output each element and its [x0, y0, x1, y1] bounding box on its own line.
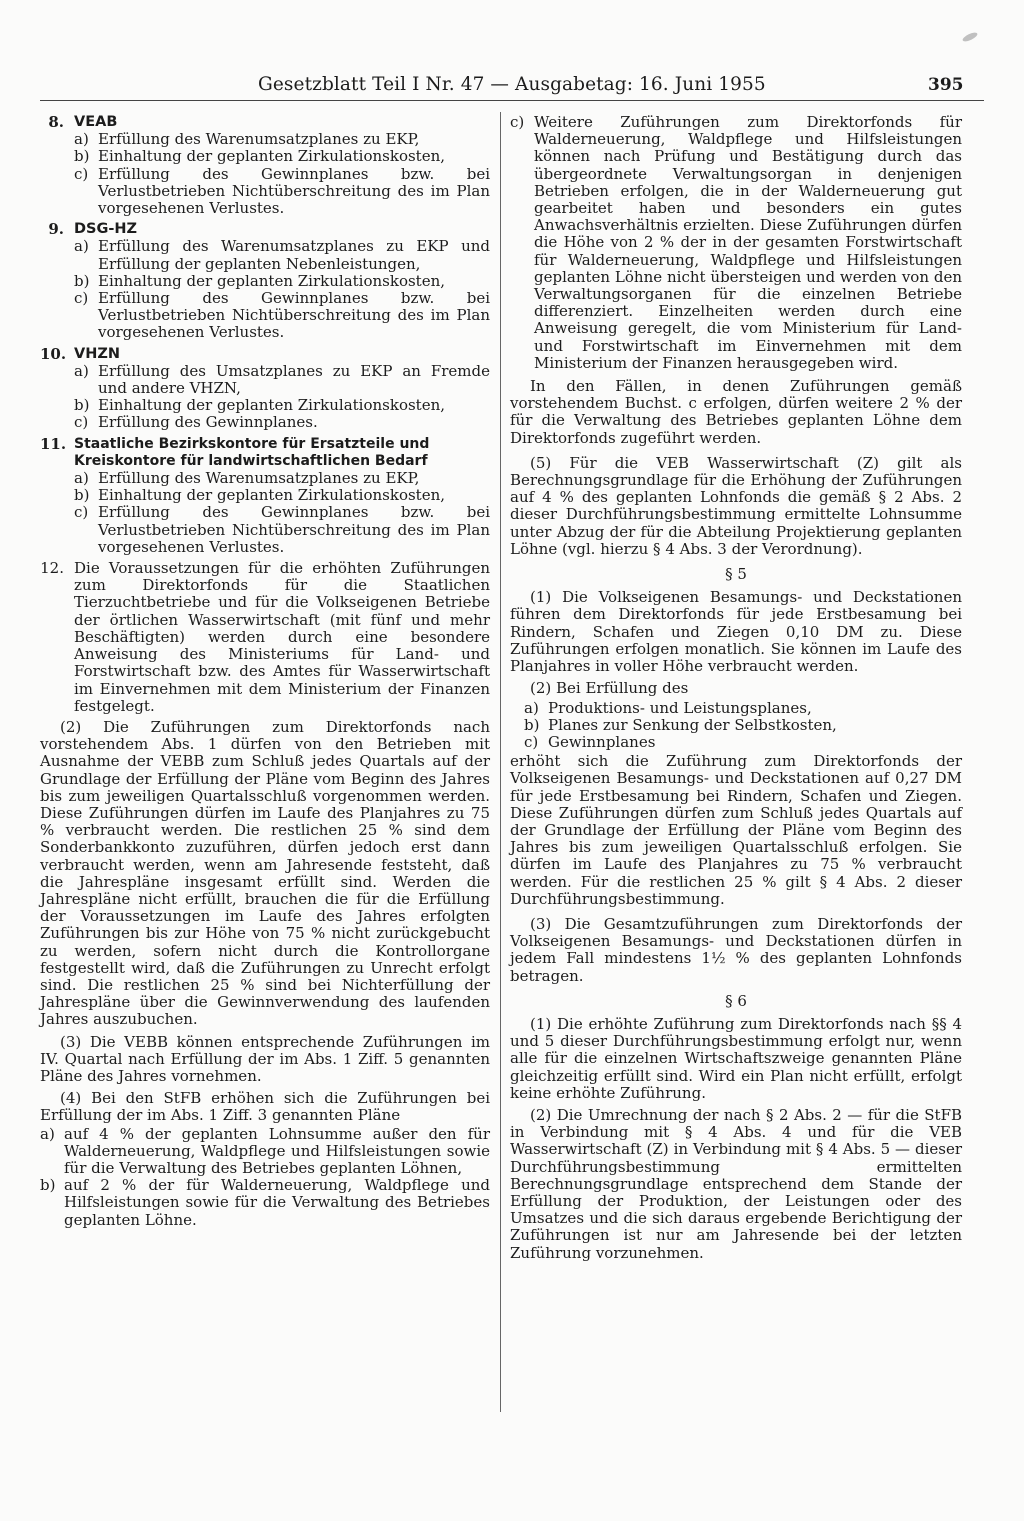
- sub-item: [74, 166, 490, 218]
- sub-item: [74, 504, 490, 556]
- sub-item: [74, 148, 490, 165]
- sub-item: [524, 700, 962, 717]
- sub-item: [40, 1126, 490, 1178]
- list-item-11: [40, 436, 490, 556]
- sub-item: [74, 414, 490, 431]
- list-item-10: [40, 346, 490, 432]
- sub-text: Erfüllung des Umsatzplanes zu EKP an Fremde und andere VHZN,: [98, 361, 490, 398]
- paragraph-5: (5) Für die VEB Wasserwirtschaft (Z) gilt als Berechnungsgrundlage für die Erhöhung der Zuführungen auf 4 % des geplanten Lohnfonds die gemäß § 2 Abs. 2 dieser Durchführungsbestimmung ermittelte Lohnsumme unter Abzug der für die Abteilung Projektierung geplanten Löhne (vgl. hierzu § 4 Abs. 3 der Verordnung).: [510, 453, 962, 558]
- sub-text: auf 2 % der für Walderneuerung, Waldpflege und Hilfsleistungen sowie für die Verwaltung des Betriebes geplanten Löhne.: [64, 1176, 490, 1229]
- sub-text: Erfüllung des Warenumsatzplanes zu EKP,: [98, 469, 420, 488]
- sec6-paragraph-1: (1) Die erhöhte Zuführung zum Direktorfonds nach §§ 4 und 5 dieser Durchführungsbestimmung erfolgt nur, wenn alle für die einzelnen Wirtschaftszweige genannten Pläne gleichzeitig erfüllt sind. Wird ein Plan nicht erfüllt, erfolgt keine erhöhte Zuführung.: [510, 1014, 962, 1102]
- sub-item: [74, 273, 490, 290]
- sub-label: c): [74, 413, 89, 432]
- sub-label: c): [74, 164, 89, 183]
- sub-text: Weitere Zuführungen zum Direktorfonds für Walderneuerung, Waldpflege und Hilfsleistungen können nach Prüfung und Bestätigung durch das übergeordnete Verwaltungsorgan in denjenigen Betrieben erfolgen, die in der Walderneuerung gut gearbeitet haben und besonders ein gutes Anwachsverhältnis erzielten. Diese Zuführungen dürfen die Höhe von 2 % der in der gesamten Forstwirtschaft für Walderneuerung, Waldpflege und Hilfsleistungen geplanten Löhne nicht übersteigen und werden von den Verwaltungsorganen für die einzelnen Betriebe differenziert. Einzelheiten werden durch eine Anweisung geregelt, die vom Ministerium für Land- und Forstwirtschaft im Einvernehmen mit dem Ministerium der Finanzen herausgegeben wird.: [534, 113, 962, 372]
- header-rule: [40, 100, 984, 101]
- sub-item: [524, 717, 962, 734]
- paragraph-4: (4) Bei den StFB erhöhen sich die Zuführungen bei Erfüllung der im Abs. 1 Ziff. 3 genannten Pläne: [40, 1089, 490, 1125]
- left-column: [40, 114, 490, 1229]
- item-number: 11.: [40, 434, 67, 453]
- sec5-paragraph-2: (2) Bei Erfüllung des: [530, 679, 689, 698]
- sub-item-c: [510, 114, 962, 372]
- section-6-heading: § 6: [725, 991, 747, 1010]
- list-item-12: [40, 560, 490, 715]
- sub-label: a): [74, 361, 89, 380]
- sub-item: [74, 397, 490, 414]
- sub-label: b): [74, 147, 90, 166]
- sub-item: [74, 131, 490, 148]
- sub-label: b): [40, 1176, 56, 1195]
- sub-text: Einhaltung der geplanten Zirkulationskosten,: [98, 486, 446, 505]
- list-item-9: [40, 221, 490, 341]
- sub-label: a): [74, 130, 89, 149]
- sec6-paragraph-2: (2) Die Umrechnung der nach § 2 Abs. 2 — für die StFB in Verbindung mit § 4 Abs. 4 und für die VEB Wasserwirtschaft (Z) in Verbindung mit § 4 Abs. 5 — dieser Durchführungsbestimmung ermittelten Berechnungsgrundlage entsprechend dem Stande der Erfüllung der Produktion, der Leistungen oder des Umsatzes und die sich daraus ergebende Berichtigung der Zuführungen ist nur am Jahresende bei der letzten Zuführung vorzunehmen.: [510, 1105, 962, 1262]
- sub-label: b): [74, 486, 90, 505]
- sub-text: auf 4 % der geplanten Lohnsumme außer den für Walderneuerung, Waldpflege und Hilfsleistungen sowie für die Verwaltung des Betriebes geplanten Löhnen,: [64, 1124, 490, 1177]
- sec5-paragraph-2-cont: erhöht sich die Zuführung zum Direktorfonds der Volkseigenen Besamungs- und Deckstationen auf 0,27 DM für jede Erstbesamung bei Rindern, Schafen und Ziegen. Diese Zuführungen dürfen zum Schluß jedes Quartals auf der Grundlage der Erfüllung der Pläne vom Beginn des Jahres bis zum jeweiligen Quartalsschluß erfolgen. Sie dürfen im Laufe des Planjahres zu 75 % verbraucht werden. Für die restlichen 25 % gilt § 4 Abs. 2 dieser Durchführungsbestimmung.: [510, 752, 962, 908]
- sub-item: [74, 363, 490, 397]
- sub-text: Erfüllung des Gewinnplanes bzw. bei Verlustbetrieben Nichtüberschreitung des im Plan vorgesehenen Verlustes.: [98, 289, 490, 342]
- paragraph-2: (2) Die Zuführungen zum Direktorfonds nach vorstehendem Abs. 1 dürfen von den Betrieben mit Ausnahme der VEBB zum Schluß jedes Quartals auf der Grundlage der Erfüllung der Pläne vom Beginn des Jahres bis zum jeweiligen Quartalsschluß vorgenommen werden. Diese Zuführungen dürfen im Laufe des Planjahres zu 75 % verbraucht werden. Die restlichen 25 % sind dem Sonderbankkonto zuzuführen, dürfen jedoch erst dann verbraucht werden, wenn am Jahresende feststeht, daß die Jahrespläne insgesamt erfüllt sind. Werden die Jahrespläne nicht erfüllt, brauchen die für die Erfüllung der Voraussetzungen im Laufe des Jahres erfolgten Zuführungen bis zur Höhe von 75 % nicht zurückgebucht zu werden, sofern nicht durch die Kontrollorgane festgestellt wird, daß die Zuführungen zu Unrecht erfolgt sind. Die restlichen 25 % sind bei Nichterfüllung der Jahrespläne über die Gewinnverwendung des laufenden Jahres auszubuchen.: [40, 717, 490, 1029]
- item-title: VEAB: [74, 114, 118, 130]
- sub-text: Einhaltung der geplanten Zirkulationskosten,: [98, 396, 446, 415]
- sec5-paragraph-1: (1) Die Volkseigenen Besamungs- und Deckstationen führen dem Direktorfonds für jede Erstbesamung bei Rindern, Schafen und Ziegen 0,10 DM zu. Diese Zuführungen erfolgen monatlich. Sie können im Laufe des Planjahres in voller Höhe verbraucht werden.: [510, 588, 962, 676]
- sub-label: c): [524, 732, 539, 751]
- item-title: VHZN: [74, 345, 121, 362]
- sub-label: a): [40, 1124, 55, 1143]
- sub-label: a): [74, 237, 89, 256]
- sub-label: b): [74, 396, 90, 415]
- list-item-8: [40, 114, 490, 217]
- item-number: 12.: [40, 559, 64, 578]
- item-number: 8.: [48, 113, 64, 131]
- item-title: DSG-HZ: [74, 221, 138, 238]
- sub-label: c): [510, 113, 525, 131]
- sub-text: Gewinnplanes: [548, 732, 656, 751]
- sub-text: Einhaltung der geplanten Zirkulationskosten,: [98, 271, 446, 290]
- sub-text: Produktions- und Leistungsplanes,: [548, 698, 812, 717]
- sub-label: b): [524, 715, 540, 734]
- sub-text: Erfüllung des Gewinnplanes bzw. bei Verlustbetrieben Nichtüberschreitung des im Plan vorgesehenen Verlustes.: [98, 503, 490, 556]
- right-column: [510, 114, 962, 1267]
- sub-item: [74, 290, 490, 342]
- sub-label: a): [524, 698, 539, 717]
- column-separator: [500, 112, 501, 1412]
- paragraph-faellen: In den Fällen, in denen Zuführungen gemäß vorstehendem Buchst. c erfolgen, dürfen weitere 2 % der für die Verwaltung des Betriebes geplanten Löhne dem Direktorfonds zugeführt werden.: [510, 377, 962, 447]
- sub-item: [74, 487, 490, 504]
- sub-item: [74, 238, 490, 272]
- header-title: Gesetzblatt Teil I Nr. 47 — Ausgabetag: 16. Juni 1955: [258, 74, 766, 95]
- item-title: Staatliche Bezirkskontore für Ersatzteile und Kreiskontore für landwirtschaftlichen Bedarf: [74, 435, 430, 469]
- sub-label: b): [74, 271, 90, 290]
- ink-mark: [961, 31, 978, 43]
- paragraph-3: (3) Die VEBB können entsprechende Zuführungen im IV. Quartal nach Erfüllung der im Abs. 1 Ziff. 5 genannten Pläne des Jahres vornehmen.: [40, 1032, 490, 1085]
- sub-item: [524, 734, 962, 751]
- sub-label: c): [74, 503, 89, 522]
- sub-label: a): [74, 469, 89, 488]
- item-number: 10.: [40, 344, 67, 363]
- page-number: 395: [928, 75, 964, 95]
- sub-text: Erfüllung des Warenumsatzplanes zu EKP,: [98, 130, 420, 149]
- sub-text: Planes zur Senkung der Selbstkosten,: [548, 715, 837, 734]
- item-number: 9.: [48, 220, 64, 239]
- section-5-heading: § 5: [725, 565, 747, 584]
- sub-item: [40, 1177, 490, 1229]
- sub-label: c): [74, 289, 89, 308]
- sub-item: [74, 470, 490, 487]
- sec5-paragraph-3: (3) Die Gesamtzuführungen zum Direktorfonds der Volkseigenen Besamungs- und Deckstationen dürfen in jedem Fall mindestens 1½ % des geplanten Lohnfonds betragen.: [510, 914, 962, 985]
- sub-text: Erfüllung des Gewinnplanes bzw. bei Verlustbetrieben Nichtüberschreitung des im Plan vorgesehenen Verlustes.: [98, 164, 490, 218]
- sub-text: Erfüllung des Gewinnplanes.: [98, 413, 318, 432]
- item-text: Die Voraussetzungen für die erhöhten Zuführungen zum Direktorfonds für die Staatlichen Tierzuchtbetriebe und für die Volkseigenen Betriebe der örtlichen Wasserwirtschaft (mit fünf und mehr Beschäftigten) werden durch eine besondere Anweisung des Ministeriums für Land- und Forstwirtschaft bzw. des Amtes für Wasserwirtschaft im Einvernehmen mit dem Ministerium der Finanzen festgelegt.: [74, 559, 490, 715]
- sub-text: Erfüllung des Warenumsatzplanes zu EKP und Erfüllung der geplanten Nebenleistungen,: [98, 237, 490, 273]
- sub-text: Einhaltung der geplanten Zirkulationskosten,: [98, 147, 446, 166]
